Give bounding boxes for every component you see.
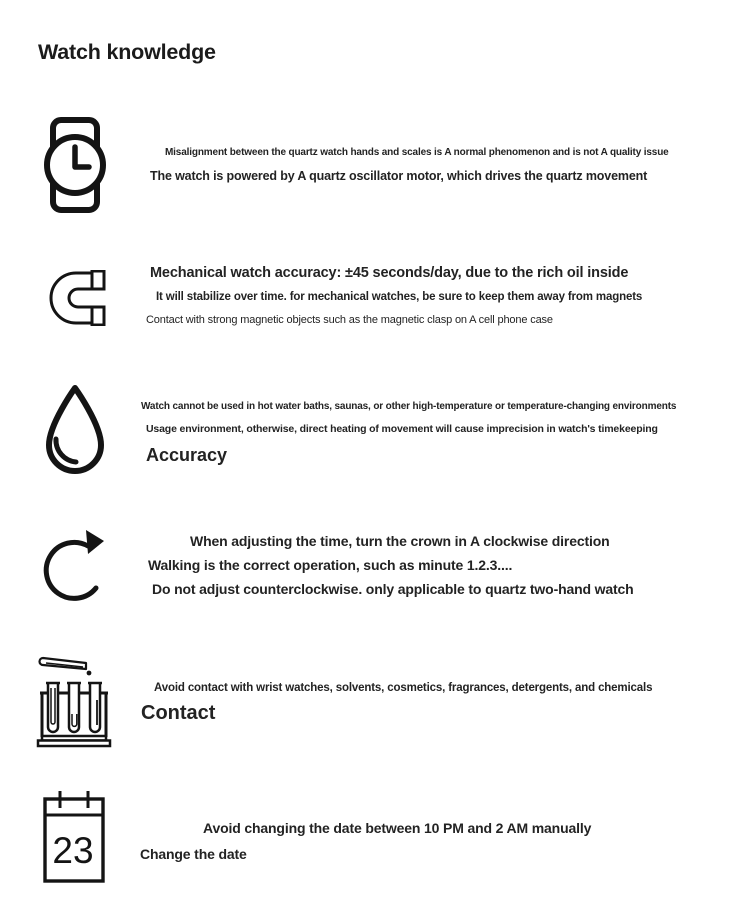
counterclockwise-warning: Do not adjust counterclockwise. only applicable to quartz two-hand watch bbox=[152, 581, 634, 597]
wristwatch-icon bbox=[44, 117, 106, 213]
usage-environment-text: Usage environment, otherwise, direct heating of movement will cause imprecision in watch's timekeeping bbox=[146, 423, 658, 435]
walking-operation-text: Walking is the correct operation, such as minute 1.2.3.... bbox=[148, 557, 513, 573]
change-date-heading: Change the date bbox=[140, 846, 247, 862]
hot-water-warning: Watch cannot be used in hot water baths, saunas, or other high-temperature or temperature-changing environments bbox=[141, 401, 677, 412]
quartz-movement-text: The watch is powered by A quartz oscillator motor, which drives the quartz movement bbox=[150, 169, 648, 183]
magnet-icon bbox=[48, 270, 108, 326]
clockwise-instruction: When adjusting the time, turn the crown in A clockwise direction bbox=[190, 533, 610, 549]
date-change-warning: Avoid changing the date between 10 PM and 2 AM manually bbox=[203, 820, 592, 836]
accuracy-heading: Accuracy bbox=[146, 445, 228, 465]
calendar-day: 23 bbox=[52, 830, 94, 871]
quartz-misalignment-note: Misalignment between the quartz watch hands and scales is A normal phenomenon and is not A quality issue bbox=[165, 147, 669, 158]
test-tubes-icon bbox=[36, 653, 112, 749]
page-title: Watch knowledge bbox=[38, 40, 216, 64]
calendar-icon bbox=[42, 790, 106, 884]
magnetic-contact-note: Contact with strong magnetic objects such as the magnetic clasp on A cell phone case bbox=[146, 314, 553, 326]
mechanical-accuracy-headline: Mechanical watch accuracy: ±45 seconds/day, due to the rich oil inside bbox=[150, 265, 629, 281]
chemicals-warning: Avoid contact with wrist watches, solvents, cosmetics, fragrances, detergents, and chemicals bbox=[154, 682, 653, 694]
clockwise-arrow-icon bbox=[42, 528, 108, 610]
contact-heading: Contact bbox=[141, 702, 216, 724]
water-drop-icon bbox=[42, 383, 108, 481]
magnet-warning-text: It will stabilize over time. for mechanical watches, be sure to keep them away from magnets bbox=[156, 291, 643, 303]
